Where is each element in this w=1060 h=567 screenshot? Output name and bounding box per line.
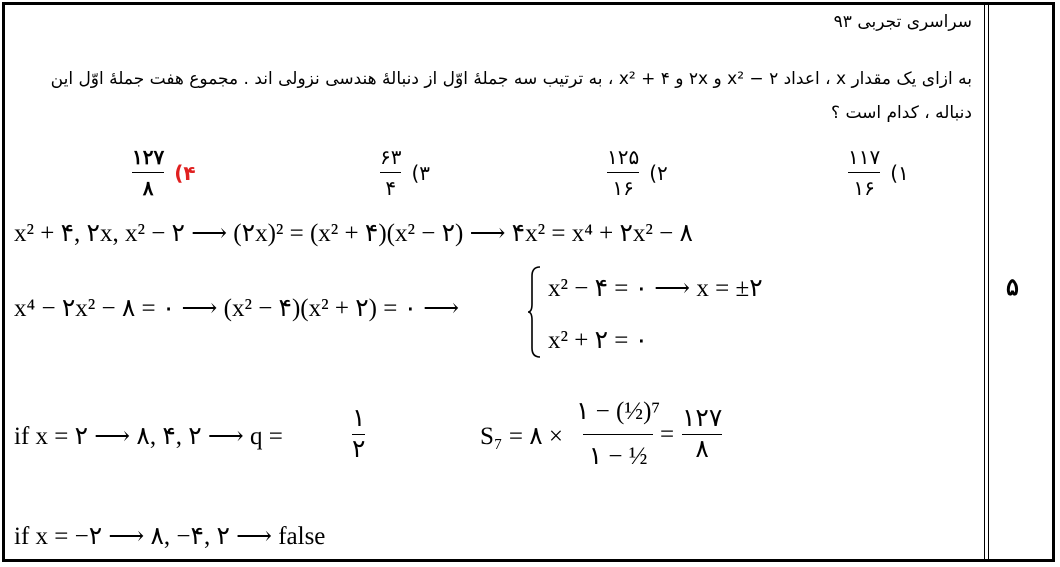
option-4-numerator: ۱۲۷ [132, 145, 165, 169]
question-number: ۵ [1006, 272, 1019, 301]
q-numerator: ۱ [352, 405, 366, 432]
option-2-fraction [607, 144, 639, 201]
option-2-label: ۲) [649, 160, 668, 185]
option-1-numerator: ۱۱۷ [848, 145, 881, 169]
option-2-denominator: ۱۶ [612, 176, 634, 200]
option-1[interactable] [848, 144, 909, 201]
option-3[interactable] [380, 144, 430, 201]
column-divider [984, 5, 989, 559]
option-4-denominator: ۸ [142, 176, 154, 200]
option-1-denominator: ۱۶ [853, 176, 875, 200]
brace-icon [527, 266, 541, 358]
option-4[interactable] [132, 144, 196, 201]
option-4-fraction [132, 144, 164, 201]
case-2: x² + ۲ = ۰ [548, 327, 649, 354]
option-2-numerator: ۱۲۵ [607, 145, 640, 169]
option-3-numerator: ۶۳ [380, 145, 402, 169]
option-2[interactable] [607, 144, 668, 201]
solution-if-1: if x = ۲ ⟶ ۸, ۴, ۲ ⟶ q = [14, 423, 283, 450]
sum-fraction [576, 392, 660, 477]
option-1-label: ۱) [890, 160, 909, 185]
option-3-fraction [380, 144, 401, 201]
solution-line-1: x² + ۴, ۲x, x² − ۲ ⟶ (۲x)² = (x² + ۴)(x² − ۲) ⟶ ۴x² = x⁴ + ۲x² − ۸ [14, 220, 693, 247]
sum-result-numerator: ۱۲۷ [682, 405, 723, 432]
option-4-label: ۴) [174, 160, 196, 185]
question-text: به ازای یک مقدار x ، اعداد x² − ۲ و ۲x و x² + ۴ ، به ترتیب سه جملهٔ اوّل از دنبالهٔ هندسی نزولی اند . مجموع هفت جملهٔ اوّل این دنباله ، کدام است ؟ [50, 69, 972, 123]
case-1: x² − ۴ = ۰ ⟶ x = ±۲ [548, 275, 763, 302]
question-source: سراسری تجربی ۹۳ [833, 12, 972, 32]
solution-line-2: x⁴ − ۲x² − ۸ = ۰ ⟶ (x² − ۴)(x² + ۲) = ۰ ⟶ [14, 295, 460, 322]
sum-fraction-top: ۱ − (½)⁷ [576, 398, 661, 425]
q-denominator: ۲ [352, 436, 366, 463]
sum-fraction-bottom: ۱ − ½ [588, 443, 648, 470]
sum-label: S₇ = ۸ × [480, 423, 563, 450]
sum-result-denominator: ۸ [695, 436, 709, 463]
option-3-label: ۳) [411, 160, 431, 185]
q-fraction [352, 406, 365, 463]
option-1-fraction [848, 144, 880, 201]
sum-result [682, 406, 722, 463]
sum-equals: = [660, 421, 675, 448]
option-3-denominator: ۴ [385, 176, 397, 200]
solution-if-2: if x = −۲ ⟶ ۸, −۴, ۲ ⟶ false [14, 523, 326, 550]
